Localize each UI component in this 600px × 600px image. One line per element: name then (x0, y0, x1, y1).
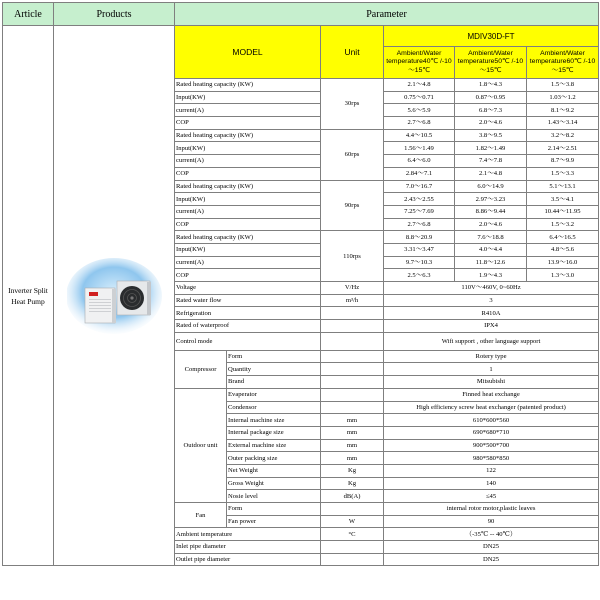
general-value: 3 (384, 294, 599, 307)
fan-unit: W (321, 515, 384, 528)
spec-table (2, 2, 599, 566)
param-label: COP (175, 167, 321, 180)
model-row (3, 26, 599, 47)
param-value: 7.4～7.8 (455, 155, 527, 168)
param-value: 2.1～4.8 (384, 79, 455, 92)
tail-label: Ambient temperature (175, 528, 321, 541)
param-label: Input(KW) (175, 91, 321, 104)
condition-60: Ambient/Water temperature60℃ /-10～15℃ (527, 47, 599, 79)
outdoor_unit-unit: Kg (321, 464, 384, 477)
param-value: 6.4～6.0 (384, 155, 455, 168)
param-value: 7.25～7.69 (384, 205, 455, 218)
model-name: MDIV30D-FT (384, 26, 599, 47)
general-label: Rated of waterproof (175, 320, 321, 333)
condition-50: Ambient/Water temperature50℃ /-10～15℃ (455, 47, 527, 79)
outdoor_unit-label: Condensor (227, 401, 321, 414)
param-value: 11.8～12.6 (455, 256, 527, 269)
outdoor_unit-value: 900*500*700 (384, 439, 599, 452)
outdoor_unit-value: 610*600*560 (384, 414, 599, 427)
tail-value: （-35℃ -- 40℃） (384, 528, 599, 541)
param-label: Input(KW) (175, 243, 321, 256)
tail-unit (321, 553, 384, 566)
param-label: Input(KW) (175, 142, 321, 155)
param-value: 4.8～5.6 (527, 243, 599, 256)
param-value: 2.0～4.6 (455, 218, 527, 231)
param-value: 1.5～3.3 (527, 167, 599, 180)
param-value: 1.5～3.8 (527, 79, 599, 92)
general-unit (321, 307, 384, 320)
param-value: 3.5～4.1 (527, 193, 599, 206)
param-label: COP (175, 269, 321, 282)
product-image-cell (54, 26, 175, 566)
param-label: current(A) (175, 205, 321, 218)
compressor-label: Quantity (227, 363, 321, 376)
outdoor_unit-unit (321, 401, 384, 414)
tail-label: Outlet pipe diameter (175, 553, 321, 566)
param-value: 0.87～0.95 (455, 91, 527, 104)
general-value: 110V～460V, 0~60Hz (384, 282, 599, 295)
fan-label: Fan power (227, 515, 321, 528)
param-value: 2.14～2.51 (527, 142, 599, 155)
param-value: 2.7～6.8 (384, 218, 455, 231)
param-value: 8.86～9.44 (455, 205, 527, 218)
outdoor_unit-value: 122 (384, 464, 599, 477)
param-value: 5.6～5.9 (384, 104, 455, 117)
outdoor_unit-group-label: Outdoor unit (175, 388, 227, 502)
param-value: 8.8～20.9 (384, 231, 455, 244)
compressor-label: Form (227, 350, 321, 363)
model-label: MODEL (175, 26, 321, 79)
outdoor_unit-unit: mm (321, 439, 384, 452)
tail-value: DN25 (384, 541, 599, 554)
fan-label: Form (227, 503, 321, 516)
compressor-value: Mitsubishi (384, 376, 599, 389)
brand-logo-icon (89, 292, 98, 296)
outdoor_unit-label: Internal machine size (227, 414, 321, 427)
param-value: 0.75～0.71 (384, 91, 455, 104)
param-value: 8.1～9.2 (527, 104, 599, 117)
compressor-group-label: Compressor (175, 350, 227, 388)
outdoor_unit-unit: Kg (321, 477, 384, 490)
outdoor_unit-unit: mm (321, 452, 384, 465)
param-value: 2.1～4.8 (455, 167, 527, 180)
general-label: Rated water flow (175, 294, 321, 307)
tail-unit: °C (321, 528, 384, 541)
param-value: 3.8～9.5 (455, 129, 527, 142)
param-value: 3.2～8.2 (527, 129, 599, 142)
speed-label: 30rps (321, 79, 384, 130)
compressor-unit (321, 350, 384, 363)
general-unit (321, 320, 384, 333)
header-row (3, 3, 599, 26)
param-label: current(A) (175, 155, 321, 168)
compressor-unit (321, 363, 384, 376)
param-value: 1.03～1.2 (527, 91, 599, 104)
outdoor_unit-label: Net Weight (227, 464, 321, 477)
speed-label: 110rps (321, 231, 384, 282)
parameter-header: Parameter (175, 3, 599, 26)
fan-value: 90 (384, 515, 599, 528)
param-value: 1.9～4.3 (455, 269, 527, 282)
outdoor_unit-label: Evaperator (227, 388, 321, 401)
compressor-value: Rotery type (384, 350, 599, 363)
general-unit: V/Hz (321, 282, 384, 295)
general-label: Control mode (175, 332, 321, 350)
param-value: 8.7～9.9 (527, 155, 599, 168)
condition-40: Ambient/Water temperature40℃ /-10～15℃ (384, 47, 455, 79)
param-value: 2.97～3.23 (455, 193, 527, 206)
outdoor_unit-value: 980*580*850 (384, 452, 599, 465)
outdoor_unit-unit: mm (321, 414, 384, 427)
general-unit (321, 332, 384, 350)
param-label: current(A) (175, 104, 321, 117)
param-value: 5.1～13.1 (527, 180, 599, 193)
outdoor_unit-unit: dB(A) (321, 490, 384, 503)
outdoor_unit-value: Finned heat exchange (384, 388, 599, 401)
article-header: Article (3, 3, 54, 26)
compressor-value: 1 (384, 363, 599, 376)
param-label: Rated heating capacity (KW) (175, 79, 321, 92)
param-value: 6.8～7.3 (455, 104, 527, 117)
param-label: Rated heating capacity (KW) (175, 180, 321, 193)
outdoor_unit-value: High efficiency screw heat exchanger (patented product) (384, 401, 599, 414)
param-value: 7.6～18.8 (455, 231, 527, 244)
param-value: 2.0～4.6 (455, 117, 527, 130)
outdoor_unit-value: 690*680*710 (384, 426, 599, 439)
param-value: 1.8～4.3 (455, 79, 527, 92)
outdoor_unit-unit: mm (321, 426, 384, 439)
general-value: IPX4 (384, 320, 599, 333)
param-value: 1.43～3.14 (527, 117, 599, 130)
speed-label: 60rps (321, 129, 384, 180)
outdoor_unit-unit (321, 388, 384, 401)
general-unit: m³/h (321, 294, 384, 307)
outdoor_unit-label: Gross Weight (227, 477, 321, 490)
heat-pump-unit-image (67, 251, 162, 341)
param-value: 9.7～10.3 (384, 256, 455, 269)
general-label: Voltage (175, 282, 321, 295)
param-value: 1.56～1.49 (384, 142, 455, 155)
param-value: 2.84～7.1 (384, 167, 455, 180)
tail-unit (321, 541, 384, 554)
param-label: Rated heating capacity (KW) (175, 231, 321, 244)
param-label: current(A) (175, 256, 321, 269)
param-value: 10.44～11.95 (527, 205, 599, 218)
param-value: 2.5～6.3 (384, 269, 455, 282)
outdoor_unit-label: Outer packing size (227, 452, 321, 465)
param-value: 7.0～16.7 (384, 180, 455, 193)
param-label: Input(KW) (175, 193, 321, 206)
param-value: 2.7～6.8 (384, 117, 455, 130)
fan-unit (321, 503, 384, 516)
param-value: 4.4～10.5 (384, 129, 455, 142)
param-value: 1.5～3.2 (527, 218, 599, 231)
outdoor_unit-label: Nosie level (227, 490, 321, 503)
param-value: 1.3～3.0 (527, 269, 599, 282)
outdoor_unit-label: External machine size (227, 439, 321, 452)
outdoor_unit-value: ≤45 (384, 490, 599, 503)
param-value: 2.43～2.55 (384, 193, 455, 206)
spec-sheet (2, 2, 598, 566)
compressor-unit (321, 376, 384, 389)
param-value: 1.82～1.49 (455, 142, 527, 155)
param-label: COP (175, 117, 321, 130)
article-name: Inverter Split Heat Pump (3, 26, 54, 566)
general-label: Refrigeration (175, 307, 321, 320)
outdoor_unit-label: Internal package size (227, 426, 321, 439)
outdoor_unit-value: 140 (384, 477, 599, 490)
general-value: R410A (384, 307, 599, 320)
tail-value: DN25 (384, 553, 599, 566)
general-value: Wifi support , other language support (384, 332, 599, 350)
fan-group-label: Fan (175, 503, 227, 528)
param-value: 6.0～14.9 (455, 180, 527, 193)
param-label: Rated heating capacity (KW) (175, 129, 321, 142)
param-value: 4.0～4.4 (455, 243, 527, 256)
unit-label: Unit (321, 26, 384, 79)
tail-label: Inlet pipe diameter (175, 541, 321, 554)
param-value: 13.9～16.0 (527, 256, 599, 269)
param-value: 6.4～16.5 (527, 231, 599, 244)
compressor-label: Brand (227, 376, 321, 389)
products-header: Products (54, 3, 175, 26)
param-label: COP (175, 218, 321, 231)
fan-value: internal rotor motor,plastic leaves (384, 503, 599, 516)
speed-label: 90rps (321, 180, 384, 231)
param-value: 3.31～3.47 (384, 243, 455, 256)
